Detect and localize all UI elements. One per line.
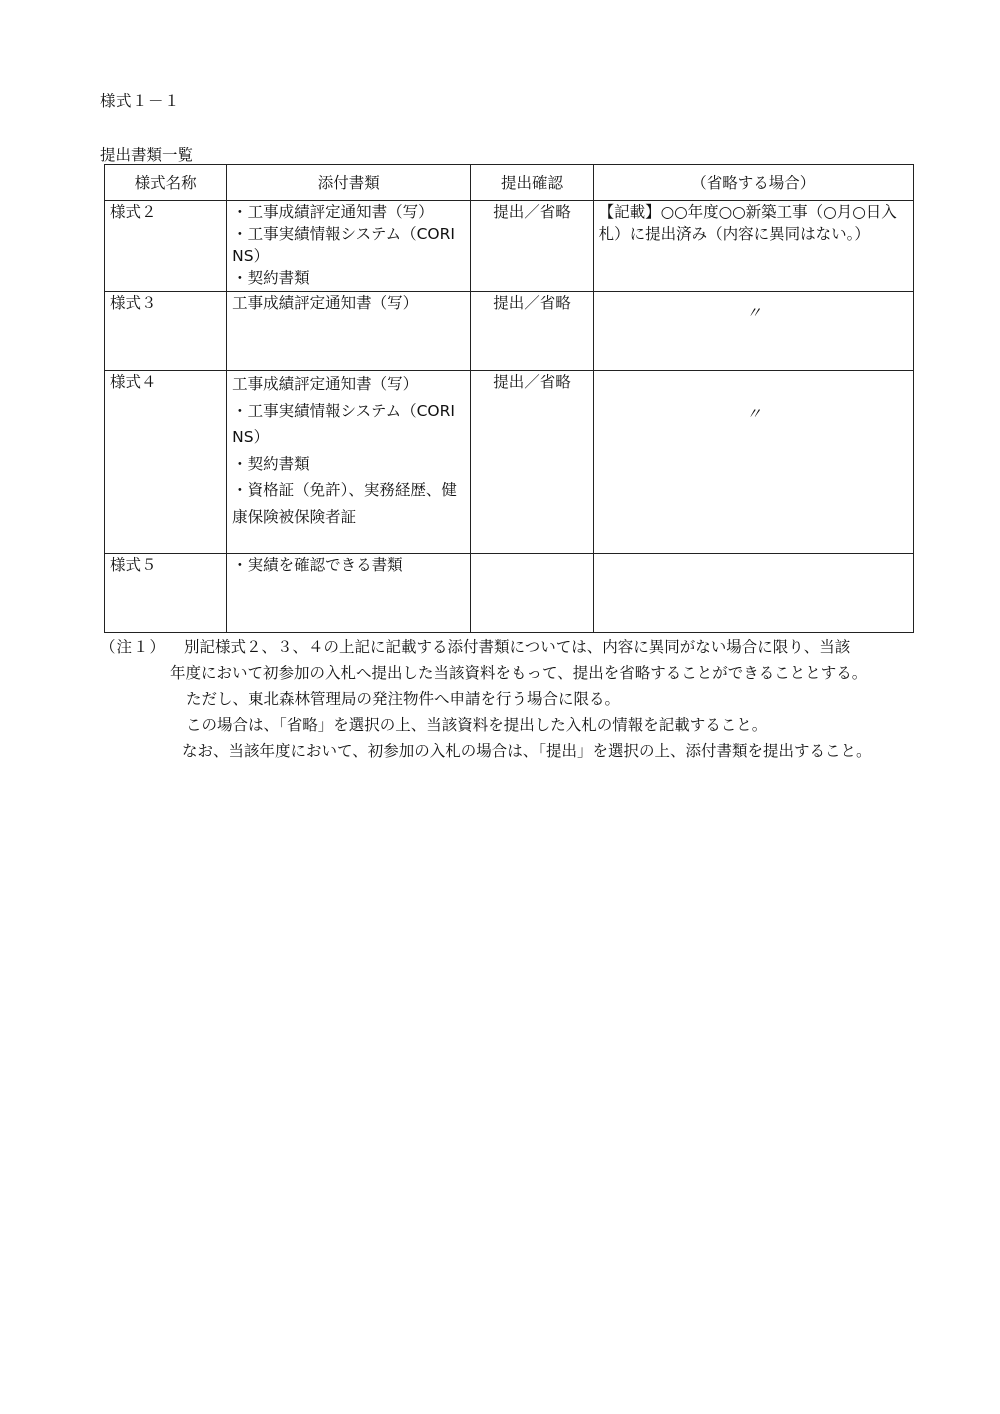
omission-note-cell <box>593 371 913 554</box>
header-attachments: 添付書類 <box>227 165 471 201</box>
attachments-cell <box>227 554 471 633</box>
table-header-row <box>105 165 914 201</box>
form-name-cell: 様式３ <box>105 292 227 371</box>
omission-note-cell: 【記載】○○年度○○新築工事（○月○日入札）に提出済み（内容に異同はない。） <box>593 201 913 292</box>
note-label: （注１） <box>100 638 167 656</box>
form-name-cell: 様式５ <box>105 554 227 633</box>
attachment-item: ・実績を確認できる書類 <box>232 556 403 574</box>
header-omission-case: （省略する場合） <box>593 165 913 201</box>
submission-status-cell: 提出／省略 <box>471 292 593 371</box>
submission-status-cell: 提出／省略 <box>471 371 593 554</box>
omission-note-cell <box>593 554 913 633</box>
note-text: 年度において初参加の入札へ提出した当該資料をもって、提出を省略することができることとする。 <box>170 664 868 682</box>
header-form-name: 様式名称 <box>105 165 227 201</box>
table-row <box>105 292 914 371</box>
attachment-item: ・工事実績情報システム（CORINS） <box>232 401 455 446</box>
attachment-item: ・工事実績情報システム（CORINS） <box>232 225 455 265</box>
ditto-mark: 〃 <box>746 304 762 322</box>
note-text: なお、当該年度において、初参加の入札の場合は、「提出」を選択の上、添付書類を提出すること。 <box>182 742 872 760</box>
table-row <box>105 554 914 633</box>
header-submission-check: 提出確認 <box>471 165 593 201</box>
table-row <box>105 371 914 554</box>
attachments-cell <box>227 201 471 292</box>
ditto-mark: 〃 <box>746 405 762 423</box>
submission-documents-table <box>104 164 914 633</box>
submission-status-cell: 提出／省略 <box>471 201 593 292</box>
attachment-item: ・契約書類 <box>232 269 310 287</box>
form-name-cell: 様式２ <box>105 201 227 292</box>
attachments-cell <box>227 371 471 554</box>
form-number: 様式１－１ <box>100 92 181 110</box>
attachment-item: ・資格証（免許）、実務経歴、健康保険被保険者証 <box>232 481 457 526</box>
attachments-cell <box>227 292 471 371</box>
note-text: 別記様式２、３、４の上記に記載する添付書類については、内容に異同がない場合に限り、当該 <box>184 638 851 656</box>
note-text: ただし、東北森林管理局の発注物件へ申請を行う場合に限る。 <box>186 690 621 708</box>
attachment-item: 工事成績評定通知書（写） <box>232 375 419 393</box>
attachment-item: ・工事成績評定通知書（写） <box>232 203 434 221</box>
omission-note-cell <box>593 292 913 371</box>
notes-section <box>100 634 920 764</box>
table-row <box>105 201 914 292</box>
form-name-cell: 様式４ <box>105 371 227 554</box>
note-text: この場合は、「省略」を選択の上、当該資料を提出した入札の情報を記載すること。 <box>186 716 768 734</box>
note-first-line <box>100 634 920 660</box>
attachment-item: ・契約書類 <box>232 454 310 473</box>
document-list-title: 提出書類一覧 <box>100 146 194 164</box>
submission-status-cell <box>471 554 593 633</box>
attachment-item: 工事成績評定通知書（写） <box>232 294 419 312</box>
